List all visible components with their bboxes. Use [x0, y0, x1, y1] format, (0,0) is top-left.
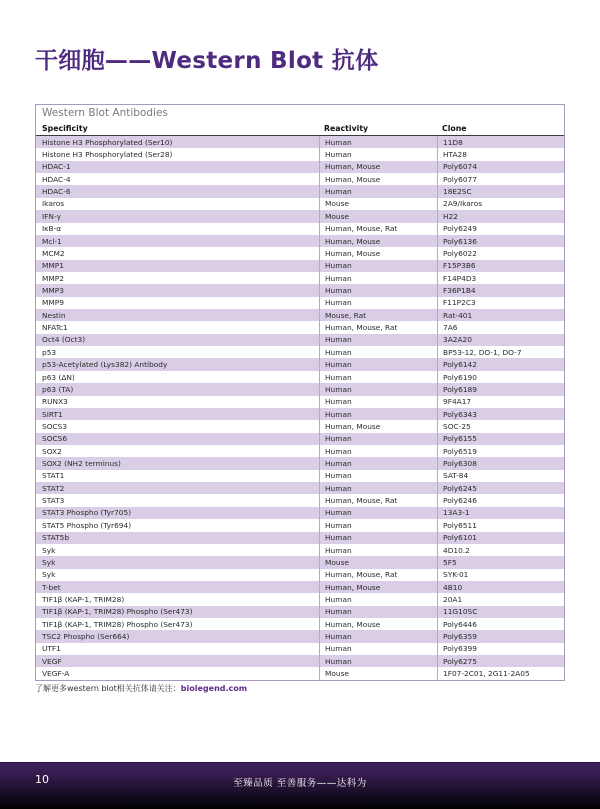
clone-cell: 4B10	[437, 581, 564, 593]
clone-cell: BP53-12, DO-1, DO-7	[437, 346, 564, 358]
clone-cell: 13A3-1	[437, 507, 564, 519]
clone-cell: Poly6022	[437, 247, 564, 259]
specificity-cell: Mcl-1	[42, 236, 62, 246]
specificity-cell: HDAC-1	[42, 162, 71, 172]
table-row	[36, 519, 564, 531]
reactivity-cell: Human	[319, 507, 437, 519]
reactivity-cell: Mouse, Rat	[319, 309, 437, 321]
specificity-cell: Syk	[42, 570, 56, 580]
clone-cell: Poly6077	[437, 173, 564, 185]
specificity-cell: Histone H3 Phosphorylated (Ser10)	[42, 137, 173, 147]
specificity-cell: STAT5b	[42, 533, 70, 543]
reactivity-cell: Human	[319, 272, 437, 284]
reactivity-cell: Human	[319, 358, 437, 370]
table-row	[36, 494, 564, 506]
specificity-cell: p63 (ΔN)	[42, 372, 75, 382]
table-row	[36, 544, 564, 556]
table-row	[36, 334, 564, 346]
reactivity-cell: Human	[319, 408, 437, 420]
table-row	[36, 420, 564, 432]
table-row	[36, 161, 564, 173]
table-row	[36, 148, 564, 160]
clone-cell: Poly6155	[437, 433, 564, 445]
reactivity-cell: Human	[319, 260, 437, 272]
table-row	[36, 210, 564, 222]
clone-cell: SAT-84	[437, 470, 564, 482]
table-row	[36, 593, 564, 605]
specificity-cell: T-bet	[42, 582, 61, 592]
reactivity-cell: Human	[319, 643, 437, 655]
table-row	[36, 173, 564, 185]
table-row	[36, 433, 564, 445]
footer-note	[35, 683, 247, 694]
table-row	[36, 371, 564, 383]
reactivity-cell: Human	[319, 544, 437, 556]
reactivity-cell: Human	[319, 185, 437, 197]
clone-cell: SYK-01	[437, 569, 564, 581]
table-row	[36, 532, 564, 544]
specificity-cell: Syk	[42, 557, 56, 567]
reactivity-cell: Human, Mouse	[319, 581, 437, 593]
clone-cell: Poly6101	[437, 532, 564, 544]
reactivity-cell: Human	[319, 371, 437, 383]
specificity-cell: STAT1	[42, 471, 65, 481]
table-title: Western Blot Antibodies	[42, 107, 168, 119]
specificity-cell: SIRT1	[42, 409, 63, 419]
reactivity-cell: Mouse	[319, 198, 437, 210]
reactivity-cell: Human, Mouse	[319, 420, 437, 432]
reactivity-cell: Human	[319, 284, 437, 296]
reactivity-cell: Human, Mouse	[319, 618, 437, 630]
table-row	[36, 482, 564, 494]
reactivity-cell: Mouse	[319, 667, 437, 679]
specificity-cell: STAT3	[42, 496, 65, 506]
reactivity-cell: Human	[319, 482, 437, 494]
clone-cell: 3A2A20	[437, 334, 564, 346]
specificity-cell: HDAC-4	[42, 174, 71, 184]
column-header-reactivity: Reactivity	[324, 123, 369, 133]
clone-cell: Poly6245	[437, 482, 564, 494]
table-row	[36, 581, 564, 593]
table-row	[36, 408, 564, 420]
table-row	[36, 235, 564, 247]
reactivity-cell: Mouse	[319, 210, 437, 222]
specificity-cell: VEGF	[42, 656, 62, 666]
clone-cell: 7A6	[437, 321, 564, 333]
reactivity-cell: Human	[319, 532, 437, 544]
clone-cell: 11G10SC	[437, 606, 564, 618]
clone-cell: 5F5	[437, 556, 564, 568]
table-row	[36, 247, 564, 259]
reactivity-cell: Human	[319, 470, 437, 482]
table-body	[36, 136, 564, 680]
clone-cell: Poly6343	[437, 408, 564, 420]
reactivity-cell: Human	[319, 630, 437, 642]
specificity-cell: SOCS6	[42, 434, 68, 444]
specificity-cell: TIF1β (KAP-1, TRIM28) Phospho (Ser473)	[42, 619, 193, 629]
clone-cell: 20A1	[437, 593, 564, 605]
table-row	[36, 630, 564, 642]
table-row	[36, 556, 564, 568]
reactivity-cell: Human	[319, 383, 437, 395]
table-row	[36, 667, 564, 679]
column-header-specificity: Specificity	[42, 123, 88, 133]
reactivity-cell: Human, Mouse, Rat	[319, 223, 437, 235]
clone-cell: 9F4A17	[437, 396, 564, 408]
table-row	[36, 383, 564, 395]
specificity-cell: MMP2	[42, 273, 64, 283]
specificity-cell: NFATc1	[42, 323, 68, 333]
table-row	[36, 569, 564, 581]
clone-cell: Poly6190	[437, 371, 564, 383]
clone-cell: 2A9/Ikaros	[437, 198, 564, 210]
clone-cell: 18E2SC	[437, 185, 564, 197]
specificity-cell: SOCS3	[42, 421, 68, 431]
clone-cell: Poly6359	[437, 630, 564, 642]
specificity-cell: MMP1	[42, 261, 64, 271]
clone-cell: Poly6399	[437, 643, 564, 655]
clone-cell: Poly6189	[437, 383, 564, 395]
clone-cell: 1F07-2C01, 2G11-2A05	[437, 667, 564, 679]
table-row	[36, 260, 564, 272]
table-row	[36, 655, 564, 667]
page-title: 干细胞——Western Blot 抗体	[35, 48, 379, 74]
specificity-cell: p53	[42, 347, 57, 357]
specificity-cell: MMP9	[42, 298, 64, 308]
table-row	[36, 606, 564, 618]
clone-cell: F36P1B4	[437, 284, 564, 296]
specificity-cell: STAT2	[42, 483, 65, 493]
clone-cell: 11D8	[437, 136, 564, 148]
clone-cell: Poly6308	[437, 457, 564, 469]
specificity-cell: UTF1	[42, 644, 61, 654]
table-row	[36, 358, 564, 370]
clone-cell: Rat-401	[437, 309, 564, 321]
footer-slogan: 至臻品质 至善服务——达科为	[233, 778, 367, 789]
reactivity-cell: Human, Mouse	[319, 235, 437, 247]
antibody-table	[35, 104, 565, 681]
specificity-cell: MCM2	[42, 248, 65, 258]
specificity-cell: TIF1β (KAP-1, TRIM28) Phospho (Ser473)	[42, 607, 193, 617]
reactivity-cell: Human, Mouse, Rat	[319, 494, 437, 506]
table-row	[36, 396, 564, 408]
reactivity-cell: Human, Mouse	[319, 161, 437, 173]
specificity-cell: Nestin	[42, 310, 66, 320]
clone-cell: Poly6142	[437, 358, 564, 370]
table-row	[36, 470, 564, 482]
specificity-cell: Histone H3 Phosphorylated (Ser28)	[42, 150, 173, 160]
clone-cell: F15P3B6	[437, 260, 564, 272]
table-row	[36, 457, 564, 469]
specificity-cell: IκB-α	[42, 224, 62, 234]
footer-bar	[0, 762, 600, 809]
clone-cell: Poly6511	[437, 519, 564, 531]
specificity-cell: RUNX3	[42, 397, 68, 407]
specificity-cell: MMP3	[42, 285, 64, 295]
clone-cell: H22	[437, 210, 564, 222]
clone-cell: SOC-25	[437, 420, 564, 432]
table-row	[36, 223, 564, 235]
reactivity-cell: Mouse	[319, 556, 437, 568]
table-row	[36, 618, 564, 630]
clone-cell: Poly6249	[437, 223, 564, 235]
table-row	[36, 272, 564, 284]
specificity-cell: TSC2 Phospho (Ser664)	[42, 632, 130, 642]
reactivity-cell: Human	[319, 396, 437, 408]
reactivity-cell: Human, Mouse	[319, 173, 437, 185]
clone-cell: Poly6246	[437, 494, 564, 506]
reactivity-cell: Human	[319, 457, 437, 469]
table-row	[36, 507, 564, 519]
clone-cell: Poly6519	[437, 445, 564, 457]
table-row	[36, 185, 564, 197]
specificity-cell: p63 (TA)	[42, 384, 74, 394]
table-row	[36, 309, 564, 321]
reactivity-cell: Human	[319, 148, 437, 160]
clone-cell: Poly6446	[437, 618, 564, 630]
clone-cell: F14P4D3	[437, 272, 564, 284]
reactivity-cell: Human	[319, 346, 437, 358]
specificity-cell: STAT3 Phospho (Tyr705)	[42, 508, 132, 518]
specificity-cell: p53-Acetylated (Lys382) Antibody	[42, 360, 168, 370]
table-row	[36, 136, 564, 148]
reactivity-cell: Human	[319, 593, 437, 605]
specificity-cell: HDAC-6	[42, 187, 71, 197]
clone-cell: Poly6275	[437, 655, 564, 667]
table-row	[36, 643, 564, 655]
clone-cell: Poly6074	[437, 161, 564, 173]
reactivity-cell: Human, Mouse, Rat	[319, 321, 437, 333]
reactivity-cell: Human, Mouse	[319, 247, 437, 259]
reactivity-cell: Human	[319, 334, 437, 346]
specificity-cell: TIF1β (KAP-1, TRIM28)	[42, 594, 125, 604]
biolegend-link[interactable]: biolegend.com	[180, 684, 248, 693]
reactivity-cell: Human	[319, 655, 437, 667]
reactivity-cell: Human, Mouse, Rat	[319, 569, 437, 581]
reactivity-cell: Human	[319, 136, 437, 148]
table-row	[36, 321, 564, 333]
specificity-cell: VEGF-A	[42, 669, 70, 679]
clone-cell: F11P2C3	[437, 297, 564, 309]
specificity-cell: IFN-γ	[42, 211, 61, 221]
reactivity-cell: Human	[319, 297, 437, 309]
specificity-cell: SOX2 (NH2 terminus)	[42, 459, 121, 469]
table-row	[36, 346, 564, 358]
table-row	[36, 198, 564, 210]
specificity-cell: STAT5 Phospho (Tyr694)	[42, 520, 132, 530]
page-number: 10	[35, 773, 49, 786]
reactivity-cell: Human	[319, 445, 437, 457]
table-row	[36, 445, 564, 457]
table-row	[36, 297, 564, 309]
clone-cell: 4D10.2	[437, 544, 564, 556]
clone-cell: Poly6136	[437, 235, 564, 247]
reactivity-cell: Human	[319, 433, 437, 445]
note-text: 了解更多western blot相关抗体请关注：	[35, 684, 181, 693]
specificity-cell: Oct4 (Oct3)	[42, 335, 86, 345]
column-header-clone: Clone	[442, 123, 467, 133]
specificity-cell: Syk	[42, 545, 56, 555]
clone-cell: HTA28	[437, 148, 564, 160]
table-header-row	[36, 121, 564, 136]
table-row	[36, 284, 564, 296]
reactivity-cell: Human	[319, 606, 437, 618]
reactivity-cell: Human	[319, 519, 437, 531]
specificity-cell: Ikaros	[42, 199, 65, 209]
specificity-cell: SOX2	[42, 446, 62, 456]
